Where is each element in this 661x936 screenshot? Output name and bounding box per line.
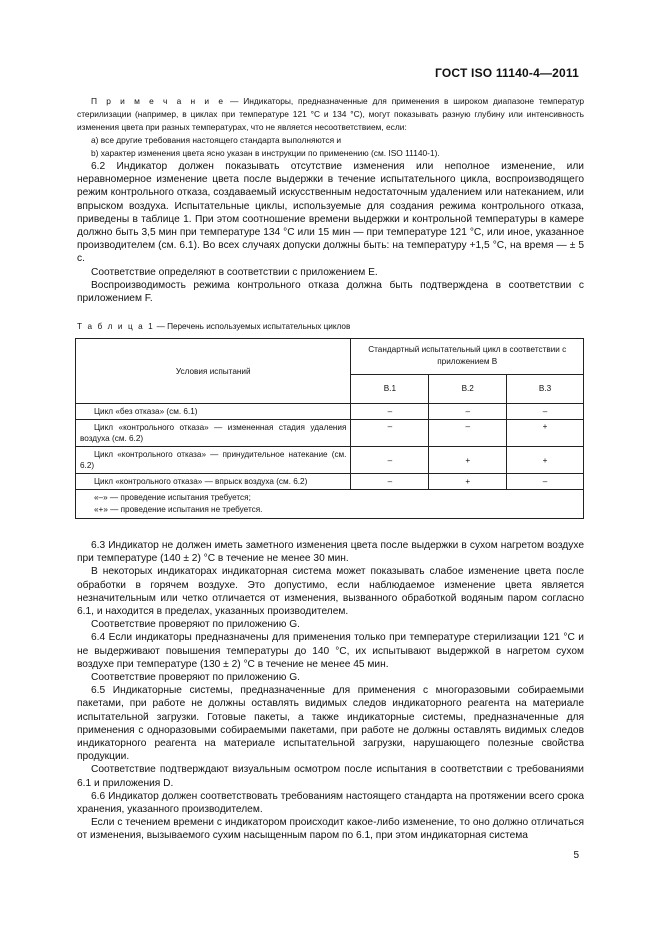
col-conditions: Условия испытаний <box>76 339 351 404</box>
table-row <box>76 404 584 420</box>
cell: – <box>351 420 429 447</box>
row-label: Цикл «без отказа» (см. 6.1) <box>76 404 351 420</box>
col-b1: В.1 <box>351 374 429 403</box>
table-footnotes <box>76 490 584 519</box>
note-item-a: а) все другие требования настоящего стандарта выполняются и <box>91 135 342 145</box>
paragraph: 6.4 Если индикаторы предназначены для применения только при температуре стерилизации 121 °С и не выдерживают повышения температуры до 140 °С, их испытывают выдержкой в нагретом сухом воздухе при температуре (130 ± 2) °С в течение не менее 45 мин. <box>77 632 584 670</box>
table-row <box>76 447 584 474</box>
footnote: «–» — проведение испытания требуется; <box>94 493 251 502</box>
paragraph: В некоторых индикаторах индикаторная система может показывать слабое изменение цвета после обработки в горячем воздухе. Это допустимо, если наблюдаемое изменение цвета является незначительным или четко отличается от изменения, вызванного обработкой водяным паром согласно 6.1, и находится в пределах, указанных производителем. <box>77 566 584 618</box>
paragraph: 6.6 Индикатор должен соответствовать требованиям настоящего стандарта на протяжении всего срока хранения, указанного производителем. <box>77 790 584 816</box>
section-6-2 <box>77 160 584 305</box>
cell: – <box>351 474 429 490</box>
page-number: 5 <box>573 850 579 861</box>
table-footnote-row <box>76 490 584 519</box>
table-caption-label: Т а б л и ц а 1 <box>77 322 155 331</box>
col-b2: В.2 <box>429 374 507 403</box>
paragraph: 6.2 Индикатор должен показывать отсутствие изменения или неполное изменение, или неравномерное изменение цвета после выдержки в течение испытательного цикла, воспроизводящего режим контрольного отказа, создаваемый искусственным недостаточным удалением или натеканием, или впрыском воздуха. Испытательные циклы, используемые для создания режима контрольного отказа, приведены в таблице 1. При этом соотношение времени выдержки и контрольной температуры в камере должно быть 3,5 мин при температуре 134 °С или 15 мин — при температуре 121 °С, или иное, указанное производителем (см. 6.1). Во всех случаях допуски должны быть: на температуру +1,5 °С, на время — ± 5 с. <box>77 161 584 265</box>
cell: – <box>429 420 507 447</box>
note-block <box>77 95 584 160</box>
paragraph: Воспроизводимость режима контрольного отказа должна быть подтверждена в соответствии с приложением F. <box>77 279 584 305</box>
row-label: Цикл «контрольного отказа» — принудительное натекание (см. 6.2) <box>76 447 351 474</box>
footnote: «+» — проведение испытания не требуется. <box>94 505 263 514</box>
cell: + <box>429 474 507 490</box>
table-row <box>76 420 584 447</box>
cell: + <box>507 447 584 474</box>
col-b3: В.3 <box>507 374 584 403</box>
cell: + <box>429 447 507 474</box>
sections-6-3-to-6-6 <box>77 539 584 843</box>
note-paragraph <box>77 95 584 134</box>
note-item-b: b) характер изменения цвета ясно указан в инструкции по применению (см. ISO 11140-1). <box>91 148 440 158</box>
paragraph: 6.3 Индикатор не должен иметь заметного изменения цвета после выдержки в сухом нагретом воздухе при температуре (140 ± 2) °С в течение не менее 30 мин. <box>77 540 584 565</box>
cell: – <box>507 474 584 490</box>
test-cycles-table <box>75 338 584 519</box>
table-header-row <box>76 339 584 375</box>
cell: – <box>351 404 429 420</box>
paragraph: 6.5 Индикаторные системы, предназначенные для применения с многоразовыми собираемыми пакетами, при работе не должны оставлять видимых следов индикаторного реагента на материале испытательной загрузки. Готовые пакеты, а также индикаторные системы, предназначенные для применения с одноразовыми собираемыми пакетами, при работе не должны оставлять видимых следов индикаторного реагента на материале испытательной загрузки, нарушающего полезные свойства продукции. <box>77 685 584 763</box>
col-group-header: Стандартный испытательный цикл в соответствии с приложением В <box>351 339 584 375</box>
cell: – <box>429 404 507 420</box>
cell: + <box>507 420 584 447</box>
paragraph: Соответствие проверяют по приложению G. <box>91 619 300 631</box>
paragraph: Соответствие проверяют по приложению G. <box>91 672 300 684</box>
cell: – <box>507 404 584 420</box>
paragraph: Соответствие определяют в соответствии с приложением Е. <box>91 266 378 278</box>
note-label: П р и м е ч а н и е <box>91 96 226 106</box>
paragraph: Если с течением времени с индикатором происходит какое-либо изменение, то оно должно отличаться от изменения, вызываемого сухим насыщенным паром по 6.1, при этом индикаторная система <box>77 817 584 842</box>
paragraph: Соответствие подтверждают визуальным осмотром после испытания в соответствии с требованиями 6.1 и приложения D. <box>77 764 584 789</box>
row-label: Цикл «контрольного отказа» — впрыск воздуха (см. 6.2) <box>76 474 351 490</box>
row-label: Цикл «контрольного отказа» — измененная стадия удаления воздуха (см. 6.2) <box>76 420 351 447</box>
table-caption-text: — Перечень используемых испытательных циклов <box>154 322 351 331</box>
note-text: — Индикаторы, предназначенные для применения в широком диапазоне температур стерилизации (например, в циклах при температуре 121 °С и 134 °С), могут показывать разную глубину или интенсивность изменения цвета при разных температурах, что не является несоответствием, если: <box>77 96 585 132</box>
standard-header: ГОСТ ISO 11140-4—2011 <box>435 66 579 80</box>
cell: – <box>351 447 429 474</box>
table-caption <box>77 322 350 331</box>
table-row <box>76 474 584 490</box>
